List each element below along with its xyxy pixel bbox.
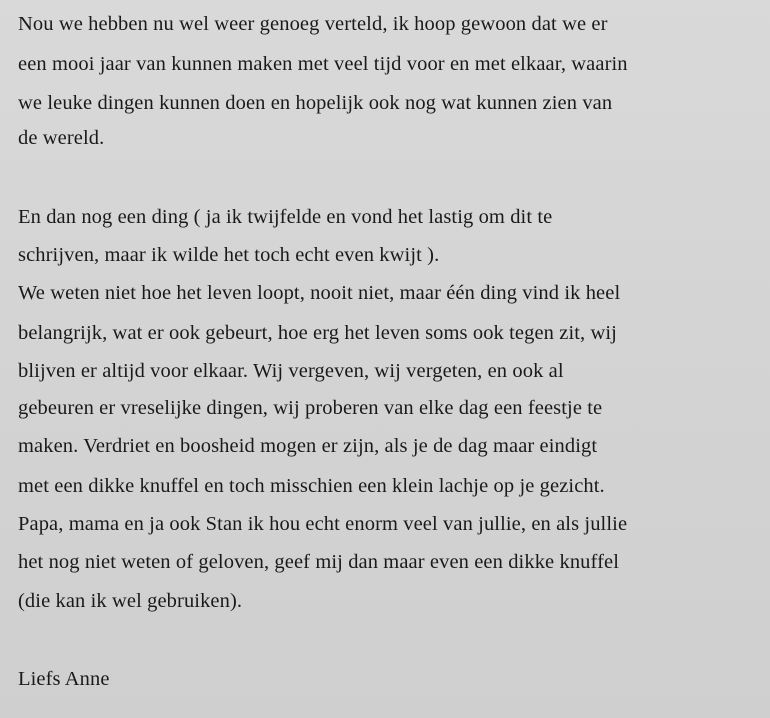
paragraph-1-line-2: een mooi jaar van kunnen maken met veel tijd voor en met elkaar, waarin	[18, 53, 628, 75]
paragraph-2-line-9: Papa, mama en ja ook Stan ik hou echt enorm veel van jullie, en als jullie	[18, 513, 628, 535]
signature: Liefs Anne	[18, 668, 110, 690]
paragraph-2-line-7: maken. Verdriet en boosheid mogen er zijn, als je de dag maar eindigt	[18, 435, 598, 457]
paragraph-1-line-3: we leuke dingen kunnen doen en hopelijk ook nog wat kunnen zien van	[18, 92, 613, 114]
paragraph-2-line-1: En dan nog een ding ( ja ik twijfelde en vond het lastig om dit te	[18, 206, 553, 228]
paragraph-2-line-8: met een dikke knuffel en toch misschien een klein lachje op je gezicht.	[18, 475, 605, 497]
paragraph-2-line-11: (die kan ik wel gebruiken).	[18, 590, 243, 612]
paragraph-2-line-4: belangrijk, wat er ook gebeurt, hoe erg het leven soms ook tegen zit, wij	[18, 322, 617, 344]
paragraph-1-line-4: de wereld.	[18, 127, 105, 149]
paragraph-2-line-3: We weten niet hoe het leven loopt, nooit niet, maar één ding vind ik heel	[18, 282, 621, 304]
paragraph-1-line-1: Nou we hebben nu wel weer genoeg verteld, ik hoop gewoon dat we er	[18, 13, 608, 35]
paragraph-2-line-2: schrijven, maar ik wilde het toch echt even kwijt ).	[18, 244, 440, 266]
paragraph-2-line-10: het nog niet weten of geloven, geef mij dan maar even een dikke knuffel	[18, 551, 619, 573]
paragraph-2-line-6: gebeuren er vreselijke dingen, wij proberen van elke dag een feestje te	[18, 397, 603, 419]
paragraph-2-line-5: blijven er altijd voor elkaar. Wij vergeven, wij vergeten, en ook al	[18, 360, 564, 382]
